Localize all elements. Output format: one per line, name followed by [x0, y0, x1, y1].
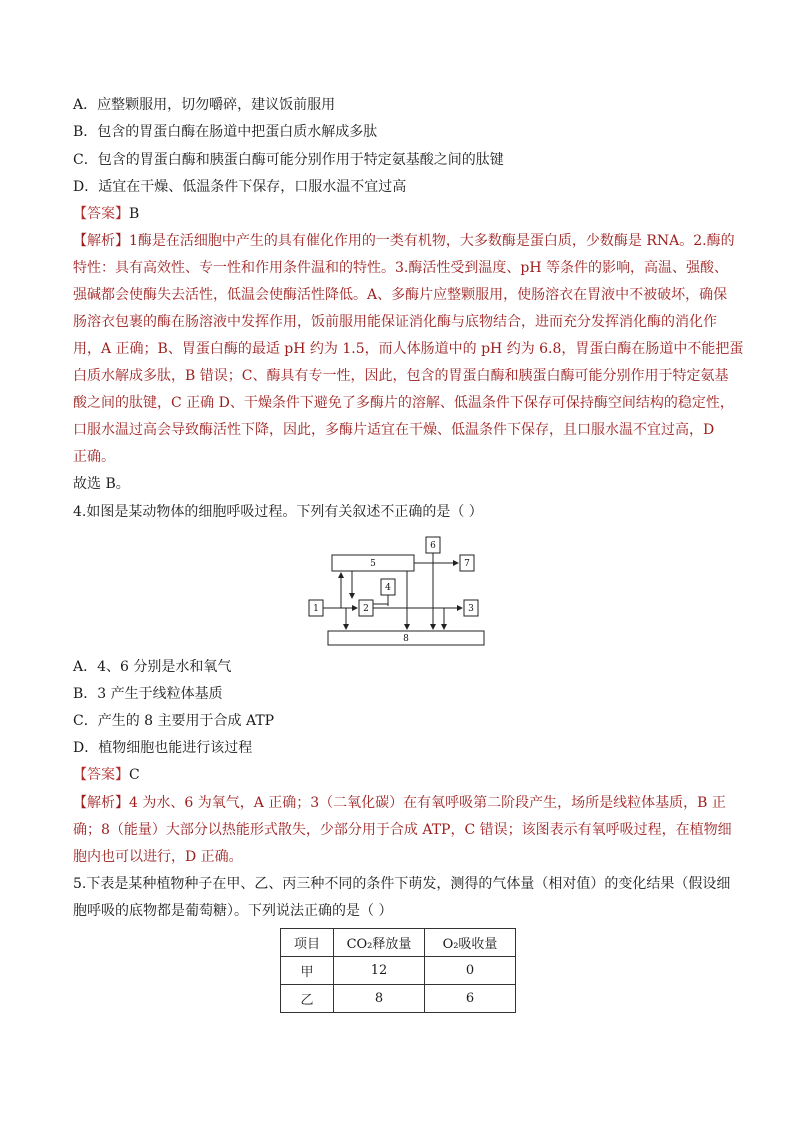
q4-option-c: C．产生的 8 主要用于合成 ATP [73, 713, 275, 729]
q4-analysis-line-2: 确；8（能量）大部分以热能形式散失，少部分用于合成 ATP，C 错误；该图表示有氧呼吸过程，在植物细 [73, 822, 732, 838]
q4-analysis-line-1 [73, 793, 726, 813]
answer-tag: 【答案】 [73, 206, 129, 222]
table-header: O₂吸收量 [425, 929, 516, 957]
table-cell: 6 [425, 985, 516, 1013]
q4-answer [73, 765, 140, 785]
q3-option-b: B．包含的胃蛋白酶在肠道中把蛋白质水解成多肽 [73, 124, 378, 140]
q3-answer [73, 204, 139, 224]
table-cell: 12 [334, 957, 425, 985]
answer-value: C [129, 767, 140, 783]
table-row [281, 985, 516, 1013]
diagram-label-5: 5 [370, 559, 376, 569]
q3-option-d: D．适宜在干燥、低温条件下保存，口服水温不宜过高 [73, 179, 407, 195]
table-header: 项目 [281, 929, 334, 957]
q4-option-b: B．3 产生于线粒体基质 [73, 686, 223, 702]
q4-analysis-line-3: 胞内也可以进行，D 正确。 [73, 849, 243, 865]
gas-exchange-table [280, 928, 516, 1013]
q4-option-d: D．植物细胞也能进行该过程 [73, 740, 253, 756]
table-row [281, 957, 516, 985]
q3-conclusion: 故选 B。 [73, 476, 130, 492]
answer-tag: 【答案】 [73, 767, 129, 783]
analysis-text: 4 为水、6 为氧气，A 正确；3（二氧化碳）在有氧呼吸第二阶段产生，场所是线粒体基质，B 正 [129, 795, 726, 811]
q3-analysis-line-9: 正确。 [73, 449, 115, 465]
analysis-tag: 【解析】 [73, 795, 129, 811]
diagram-label-8: 8 [403, 634, 409, 644]
q5-stem-line-2: 胞呼吸的底物都是葡萄糖）。下列说法正确的是（ ） [73, 903, 393, 919]
diagram-label-2: 2 [363, 604, 369, 614]
table-cell: 0 [425, 957, 516, 985]
table-header-row [281, 929, 516, 957]
q5-stem-line-1: 5.下表是某种植物种子在甲、乙、丙三种不同的条件下萌发，测得的气体量（相对值）的变化结果（假设细 [73, 876, 731, 892]
q3-analysis-line-1 [73, 231, 735, 251]
table-cell: 甲 [281, 957, 334, 985]
analysis-text: 1酶是在活细胞中产生的具有催化作用的一类有机物，大多数酶是蛋白质，少数酶是 RNA。2.酶的 [129, 233, 735, 249]
diagram-label-7: 7 [464, 559, 470, 569]
q4-stem: 4.如图是某动物体的细胞呼吸过程。下列有关叙述不正确的是（ ） [73, 504, 483, 520]
q3-analysis-line-4: 肠溶衣包裹的酶在肠溶液中发挥作用，饭前服用能保证消化酶与底物结合，进而充分发挥消化酶的消化作 [73, 314, 717, 330]
q4-option-a: A．4、6 分别是水和氧气 [73, 659, 232, 675]
q3-analysis-line-3: 强碱都会使酶失去活性，低温会使酶活性降低。A、多酶片应整颗服用，使肠溶衣在胃液中不被破坏，确保 [73, 287, 728, 303]
q3-analysis-line-2: 特性：具有高效性、专一性和作用条件温和的特性。3.酶活性受到温度、pH 等条件的影响，高温、强酸、 [73, 260, 728, 276]
q3-analysis-line-7: 酸之间的肽键，C 正确 D、干燥条件下避免了多酶片的溶解、低温条件下保存可保持酶空间结构的稳定性， [73, 395, 734, 411]
answer-value: B [129, 206, 140, 222]
diagram-label-3: 3 [468, 604, 474, 614]
cell-respiration-diagram [300, 533, 495, 648]
q3-analysis-line-6: 白质水解成多肽，B 错误；C、酶具有专一性，因此，包含的胃蛋白酶和胰蛋白酶可能分别作用于特定氨基 [73, 368, 729, 384]
q3-analysis-line-5: 用，A 正确；B、胃蛋白酶的最适 pH 约为 1.5，而人体肠道中的 pH 约为 6.8，胃蛋白酶在肠道中不能把蛋 [73, 341, 744, 357]
q3-option-c: C．包含的胃蛋白酶和胰蛋白酶可能分别作用于特定氨基酸之间的肽键 [73, 152, 504, 168]
table-header: CO₂释放量 [334, 929, 425, 957]
table-cell: 8 [334, 985, 425, 1013]
analysis-tag: 【解析】 [73, 233, 129, 249]
diagram-label-6: 6 [430, 541, 436, 551]
q3-option-a: A．应整颗服用，切勿嚼碎，建议饭前服用 [73, 97, 336, 113]
q3-analysis-line-8: 口服水温过高会导致酶活性下降，因此，多酶片适宜在干燥、低温条件下保存，且口服水温不宜过高，D [73, 422, 715, 438]
table-cell: 乙 [281, 985, 334, 1013]
diagram-label-1: 1 [313, 604, 319, 614]
diagram-label-4: 4 [385, 583, 391, 593]
